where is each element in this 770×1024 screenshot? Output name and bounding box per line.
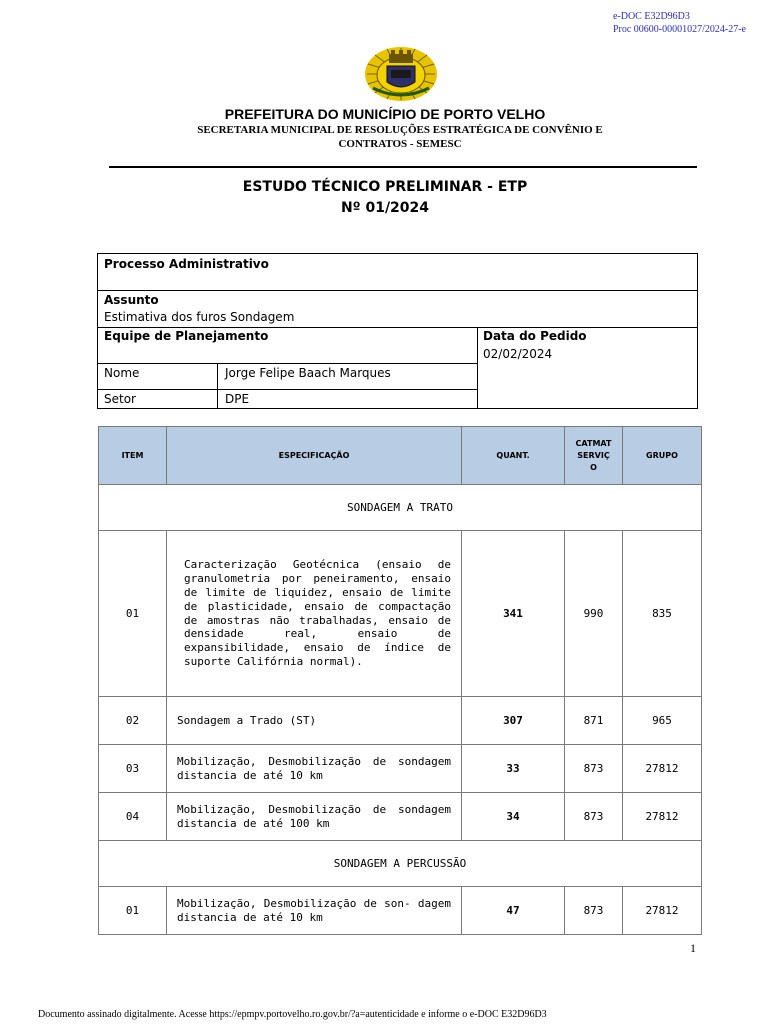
- setor-label: Setor: [104, 392, 136, 406]
- table-row: [99, 531, 702, 697]
- item-cell: 04: [99, 793, 167, 841]
- divider: [217, 363, 218, 408]
- section-title: SONDAGEM A PERCUSSÃO: [99, 841, 702, 887]
- specification-table: [98, 426, 702, 935]
- catmat-cell: 990: [565, 531, 623, 697]
- assunto-value: Estimativa dos furos Sondagem: [104, 310, 295, 324]
- section-title: SONDAGEM A TRATO: [99, 485, 702, 531]
- nome-label: Nome: [104, 366, 140, 380]
- table-row: [99, 887, 702, 935]
- quant-cell: 341: [462, 531, 565, 697]
- data-pedido-label: Data do Pedido: [483, 329, 587, 343]
- equipe-label: Equipe de Planejamento: [104, 329, 269, 343]
- document-title: [0, 177, 770, 219]
- header-catmat: [565, 427, 623, 485]
- header-quant: QUANT.: [462, 427, 565, 485]
- header-item: ITEM: [99, 427, 167, 485]
- section-row: [99, 841, 702, 887]
- table-row: [99, 793, 702, 841]
- setor-value: DPE: [225, 392, 250, 406]
- data-pedido-value: 02/02/2024: [483, 347, 553, 361]
- grupo-cell: 965: [623, 697, 702, 745]
- grupo-cell: 27812: [623, 745, 702, 793]
- page-number: 1: [690, 941, 696, 955]
- municipal-crest-logo: [363, 44, 439, 102]
- grupo-cell: 27812: [623, 793, 702, 841]
- catmat-cell: 873: [565, 887, 623, 935]
- divider: [98, 290, 697, 291]
- catmat-cell: 873: [565, 793, 623, 841]
- table-header-row: [99, 427, 702, 485]
- assunto-label: Assunto: [104, 293, 159, 307]
- header-catmat-line: CATMAT: [575, 438, 612, 448]
- header-especificacao: ESPECIFICAÇÃO: [167, 427, 462, 485]
- quant-cell: 47: [462, 887, 565, 935]
- secretaria-line-1: SECRETARIA MUNICIPAL DE RESOLUÇÕES ESTRATÉGICA DE CONVÊNIO E: [197, 124, 603, 136]
- description-cell: Mobilização, Desmobilização de son- dagem distancia de até 10 km: [167, 887, 462, 935]
- processo-label: Processo Administrativo: [104, 257, 269, 271]
- document-number: Nº 01/2024: [340, 200, 430, 216]
- divider: [98, 327, 697, 328]
- quant-cell: 307: [462, 697, 565, 745]
- item-cell: 01: [99, 887, 167, 935]
- description-cell: Mobilização, Desmobilização de sondagem distancia de até 10 km: [167, 745, 462, 793]
- catmat-cell: 873: [565, 745, 623, 793]
- section-row: [99, 485, 702, 531]
- catmat-cell: 871: [565, 697, 623, 745]
- item-cell: 01: [99, 531, 167, 697]
- grupo-cell: 835: [623, 531, 702, 697]
- secretaria-line-2: CONTRATOS - SEMESC: [338, 138, 462, 150]
- process-number: Proc 00600-00001027/2024-27-e: [612, 24, 746, 35]
- divider: [98, 389, 477, 390]
- header-catmat-line: O: [590, 462, 597, 472]
- prefeitura-heading: PREFEITURA DO MUNICÍPIO DE PORTO VELHO: [224, 106, 546, 122]
- description-cell: Caracterização Geotécnica (ensaio de granulometria por peneiramento, ensaio de limite de liquidez, ensaio de limite de plasticidade, ensaio de compactação de amostras não trabalhadas, ensaio de densidade real, ensaio de expansibilidade, ensaio de índice de suporte Califórnia normal).: [167, 531, 462, 697]
- signature-footer: Documento assinado digitalmente. Acesse https://epmpv.portovelho.ro.gov.br/?a=autenticidade e informe o e-DOC E32D96D3: [38, 1009, 547, 1020]
- quant-cell: 33: [462, 745, 565, 793]
- description-cell: Sondagem a Trado (ST): [167, 697, 462, 745]
- item-cell: 03: [99, 745, 167, 793]
- secretaria-heading: [150, 123, 650, 151]
- nome-value: Jorge Felipe Baach Marques: [225, 366, 391, 380]
- header-grupo: GRUPO: [623, 427, 702, 485]
- document-title-line-1: ESTUDO TÉCNICO PRELIMINAR - ETP: [242, 179, 528, 195]
- item-cell: 02: [99, 697, 167, 745]
- description-cell: Mobilização, Desmobilização de sondagem distancia de até 100 km: [167, 793, 462, 841]
- header-catmat-line: SERVIÇ: [577, 450, 610, 460]
- edoc-code: e-DOC E32D96D3: [612, 11, 690, 22]
- divider: [98, 363, 477, 364]
- edoc-stamp: [613, 10, 746, 36]
- process-info-box: [97, 253, 698, 409]
- table-row: [99, 697, 702, 745]
- header-divider: [109, 166, 697, 168]
- grupo-cell: 27812: [623, 887, 702, 935]
- quant-cell: 34: [462, 793, 565, 841]
- table-row: [99, 745, 702, 793]
